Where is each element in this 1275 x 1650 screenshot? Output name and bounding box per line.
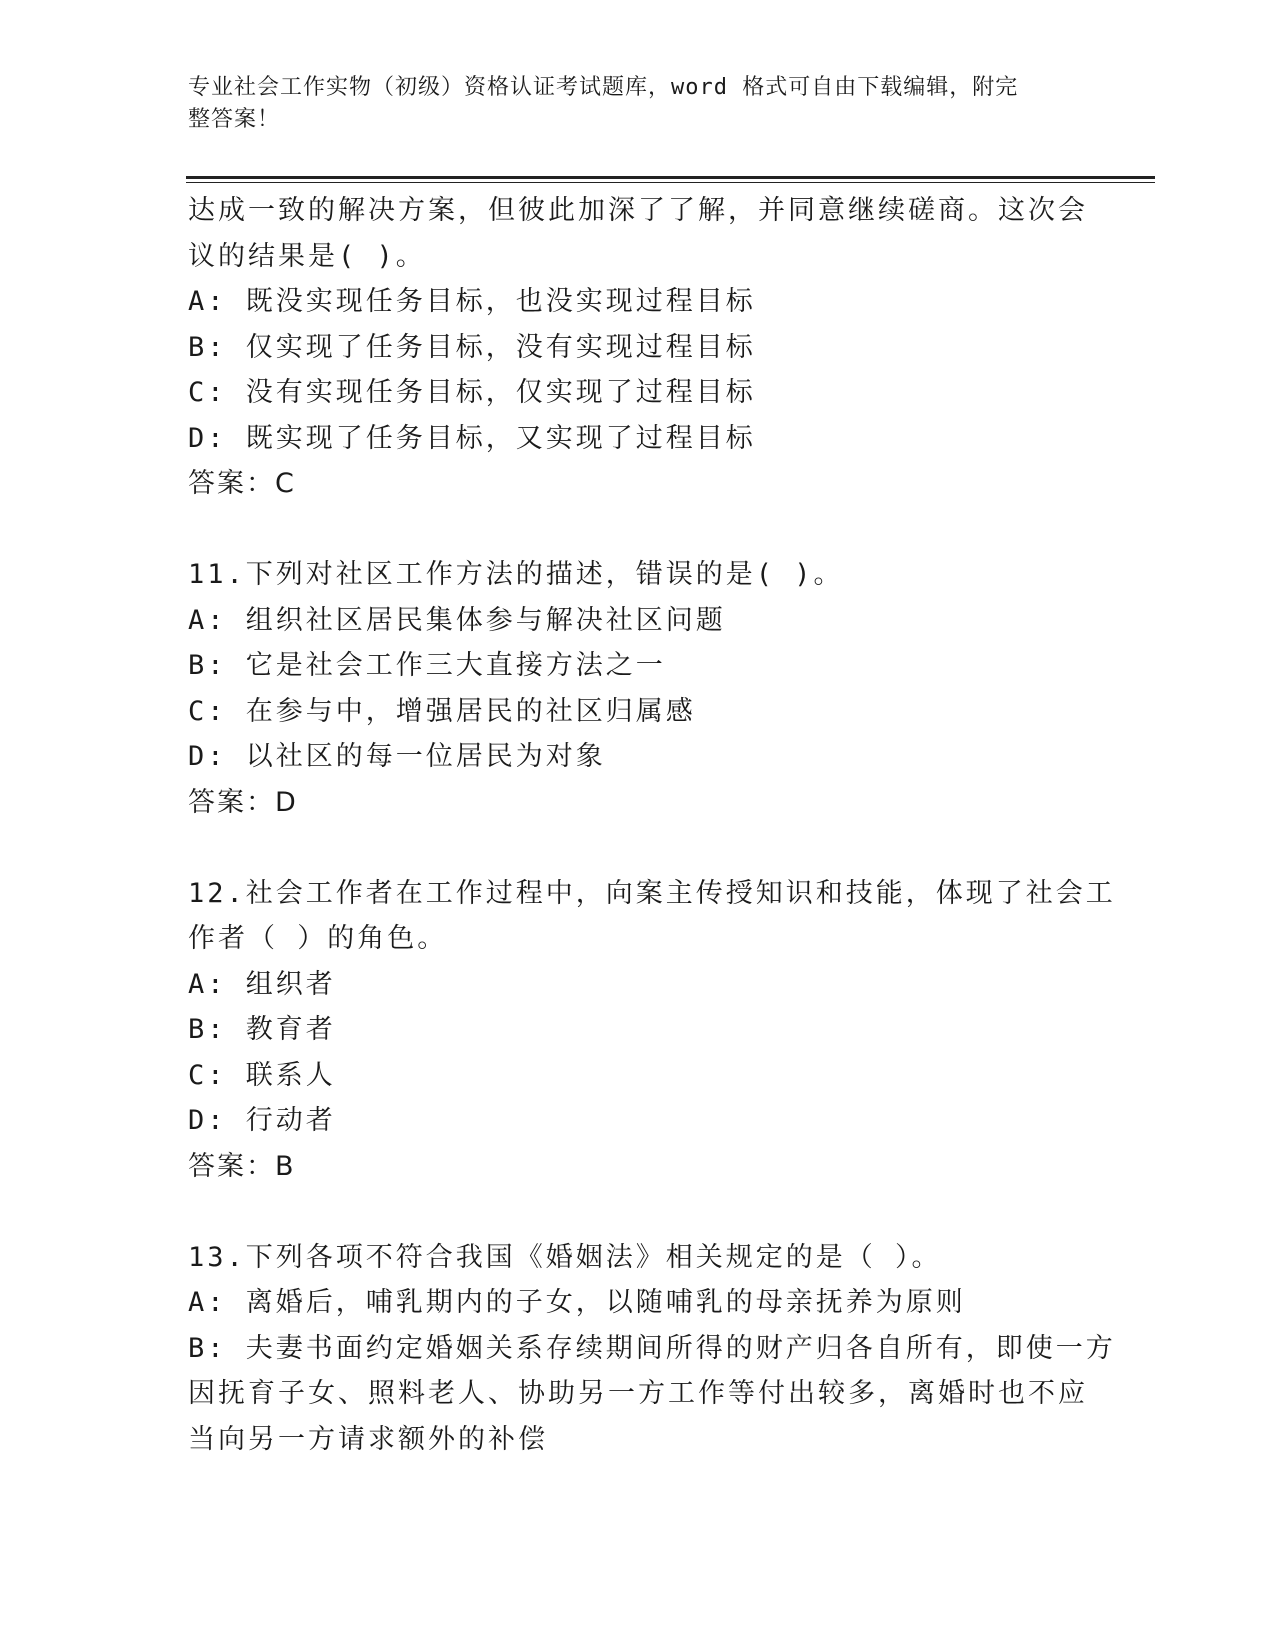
- option-b-continued: 当向另一方请求额外的补偿: [188, 1423, 548, 1455]
- header-divider-thick: [186, 176, 1155, 179]
- option-c: C: 在参与中，增强居民的社区归属感: [188, 695, 696, 727]
- header-divider-thin: [186, 182, 1155, 183]
- option-b-continued: 因抚育子女、照料老人、协助另一方工作等付出较多，离婚时也不应: [188, 1378, 1088, 1409]
- option-b: B: 夫妻书面约定婚姻关系存续期间所得的财产归各自所有，即使一方: [188, 1332, 1116, 1364]
- question-stem-line: 达成一致的解决方案，但彼此加深了了解，并同意继续磋商。这次会: [188, 195, 1088, 226]
- option-a: A: 既没实现任务目标，也没实现过程目标: [188, 286, 756, 317]
- question-stem-line: 13.下列各项不符合我国《婚姻法》相关规定的是（ ）。: [188, 1241, 942, 1273]
- question-stem-line: 11.下列对社区工作方法的描述，错误的是( )。: [188, 559, 844, 590]
- question-13: [188, 1235, 1116, 1463]
- document-header: [188, 72, 1068, 136]
- question-continued: [188, 188, 1088, 507]
- header-line-2: 整答案！: [188, 107, 281, 132]
- option-b: B: 仅实现了任务目标，没有实现过程目标: [188, 331, 756, 363]
- option-d: D: 行动者: [188, 1105, 336, 1136]
- question-stem-line: 12.社会工作者在工作过程中，向案主传授知识和技能，体现了社会工: [188, 877, 1116, 909]
- spacer: [188, 1189, 1088, 1235]
- option-d: D: 以社区的每一位居民为对象: [188, 741, 606, 772]
- option-b: B: 教育者: [188, 1014, 336, 1045]
- question-11: [188, 552, 1088, 825]
- question-stem-line: 作者（ ）的角色。: [188, 923, 448, 954]
- question-stem-line: 议的结果是( )。: [188, 240, 426, 272]
- option-a: A: 组织社区居民集体参与解决社区问题: [188, 604, 726, 636]
- option-d: D: 既实现了任务目标，又实现了过程目标: [188, 422, 756, 454]
- option-a: A: 组织者: [188, 968, 336, 1000]
- option-a: A: 离婚后，哺乳期内的子女，以随哺乳的母亲抚养为原则: [188, 1287, 966, 1318]
- header-line-1: 专业社会工作实物（初级）资格认证考试题库，word 格式可自由下载编辑，附完: [188, 75, 1019, 100]
- answer: 答案：C: [188, 468, 296, 499]
- answer: 答案：D: [188, 786, 298, 818]
- option-c: C: 没有实现任务目标，仅实现了过程目标: [188, 377, 756, 408]
- option-b: B: 它是社会工作三大直接方法之一: [188, 650, 666, 681]
- spacer: [188, 507, 1088, 553]
- option-c: C: 联系人: [188, 1059, 336, 1091]
- question-12: [188, 871, 1116, 1190]
- spacer: [188, 825, 1088, 871]
- document-body: [188, 188, 1116, 1462]
- answer: 答案：B: [188, 1150, 296, 1182]
